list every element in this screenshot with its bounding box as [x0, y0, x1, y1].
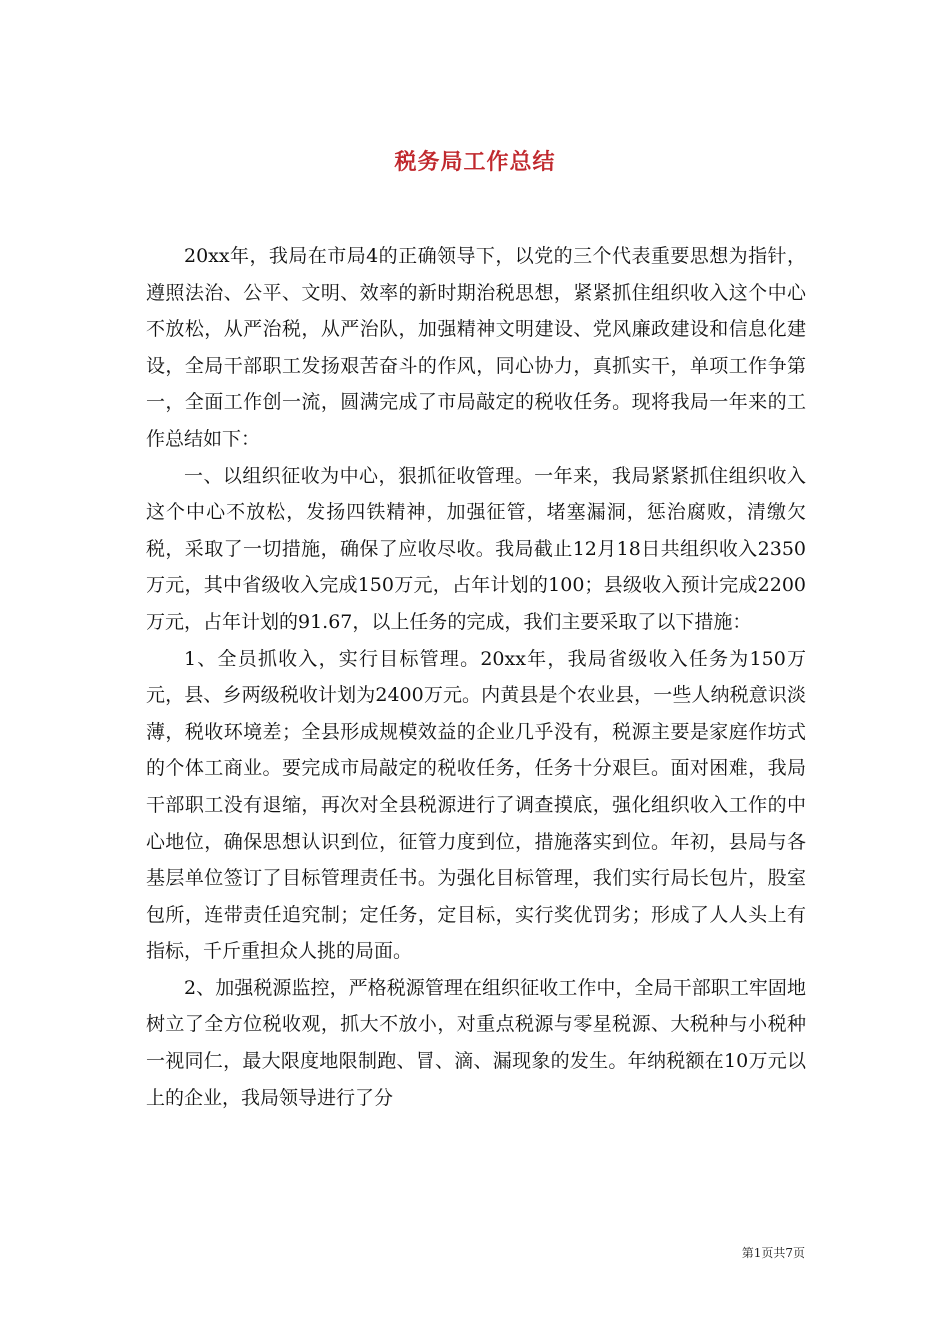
paragraph-intro: 20xx年，我局在市局4的正确领导下，以党的三个代表重要思想为指针，遵照法治、公平、文明、效率的新时期治税思想，紧紧抓住组织收入这个中心不放松，从严治税，从严治队，加强精神文明建设、党风廉政建设和信息化建设，全局干部职工发扬艰苦奋斗的作风，同心协力，真抓实干，单项工作争第一，全面工作创一流，圆满完成了市局敲定的税收任务。现将我局一年来的工作总结如下： — [146, 245, 806, 450]
paragraph-section-1: 一、以组织征收为中心，狠抓征收管理。一年来，我局紧紧抓住组织收入这个中心不放松，发扬四铁精神，加强征管，堵塞漏洞，惩治腐败，清缴欠税，采取了一切措施，确保了应收尽收。我局截止12月18日共组织收入2350万元，其中省级收入完成150万元，占年计划的100；县级收入预计完成2200万元，占年计划的91.67，以上任务的完成，我们主要采取了以下措施： — [146, 464, 806, 633]
paragraph-item-1: 1、全员抓收入，实行目标管理。20xx年，我局省级收入任务为150万元，县、乡两级税收计划为2400万元。内黄县是个农业县，一些人纳税意识淡薄，税收环境差；全县形成规模效益的企业几乎没有，税源主要是家庭作坊式的个体工商业。要完成市局敲定的税收任务，任务十分艰巨。面对困难，我局干部职工没有退缩，再次对全县税源进行了调查摸底，强化组织收入工作的中心地位，确保思想认识到位，征管力度到位，措施落实到位。年初，县局与各基层单位签订了目标管理责任书。为强化目标管理，我们实行局长包片，股室包所，连带责任追究制；定任务，定目标，实行奖优罚劣；形成了人人头上有指标，千斤重担众人挑的局面。 — [146, 647, 806, 963]
page-number: 第1页共7页 — [741, 1246, 805, 1260]
paragraph-item-2: 2、加强税源监控，严格税源管理在组织征收工作中，全局干部职工牢固地树立了全方位税收观，抓大不放小，对重点税源与零星税源、大税种与小税种一视同仁，最大限度地限制跑、冒、滴、漏现象的发生。年纳税额在10万元以上的企业，我局领导进行了分 — [146, 976, 806, 1109]
document-title: 税务局工作总结 — [394, 149, 556, 175]
document-body — [146, 238, 806, 1116]
